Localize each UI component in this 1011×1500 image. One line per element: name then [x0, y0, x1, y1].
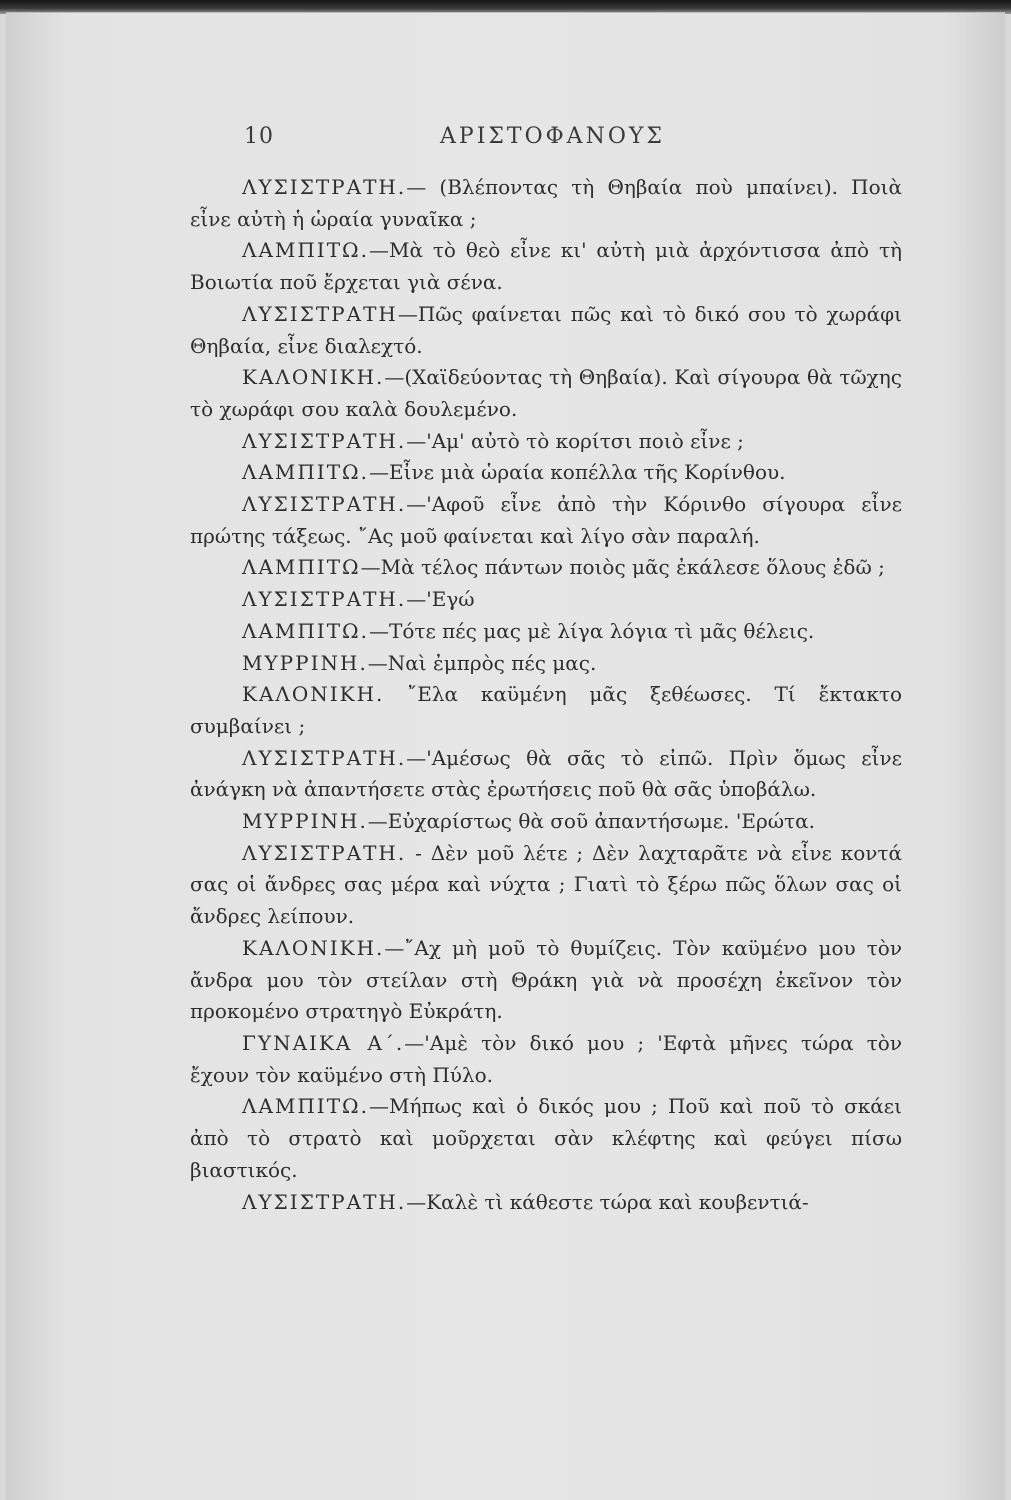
dialogue-paragraph — [190, 584, 902, 616]
dialogue-paragraph — [190, 362, 902, 425]
speaker-name: ΛΑΜΠΙΤΩ — [242, 555, 361, 580]
dialogue-paragraph — [190, 489, 902, 552]
speaker-name: ΛΥΣΙΣΤΡΑΤΗ. — [242, 745, 407, 770]
speech-text: —Ναὶ ἐμπρὸς πές μας. — [367, 650, 597, 675]
dialogue-paragraph — [190, 457, 902, 489]
dialogue-paragraph — [190, 1028, 902, 1091]
speech-text: —Πῶς φαίνεται πῶς καὶ τὸ δικό σου τὸ χωράφι Θηβαία, εἶνε διαλεχτό. — [190, 301, 902, 358]
speech-text: —Εἶνε μιὰ ὡραία κοπέλλα τῆς Κορίνθου. — [369, 460, 786, 485]
speech-text: - Δὲν μοῦ λέτε ; Δὲν λαχταρᾶτε νὰ εἶνε κοντά σας οἱ ἄνδρες σας μέρα καὶ νύχτα ; Γιατὶ τὸ ξέρω πῶς ὅλων σας οἱ ἄνδρες λείπουν. — [190, 840, 902, 929]
speech-text: — (Βλέποντας τὴ Θηβαία ποὺ μπαίνει). Ποιὰ εἶνε αὐτὴ ἡ ὡραία γυναῖκα ; — [190, 175, 902, 231]
speaker-name: ΚΑΛΟΝΙΚΗ. — [242, 935, 385, 960]
speaker-name: ΛΥΣΙΣΤΡΑΤΗ. — [242, 1189, 407, 1214]
speech-text: —Μήπως καὶ ὁ δικός μου ; Ποῦ καὶ ποῦ τὸ σκάει ἀπὸ τὸ στρατὸ καὶ μοῦρχεται σὰν κλέφτης καὶ φεύγει πίσω βιαστικός. — [190, 1094, 902, 1182]
speaker-name: ΓΥΝΑΙΚΑ Α΄. — [242, 1030, 405, 1055]
dialogue-paragraph — [190, 299, 902, 362]
speech-text: —Μὰ τέλος πάντων ποιὸς μᾶς ἐκάλεσε ὅλους ἐδῶ ; — [360, 555, 885, 580]
speaker-name: ΛΥΣΙΣΤΡΑΤΗ. — [242, 175, 407, 199]
dialogue-paragraph — [190, 679, 902, 742]
running-title: ΑΡΙΣΤΟΦΑΝΟΥΣ — [440, 124, 665, 149]
dialogue-paragraph — [190, 838, 902, 933]
speaker-name: ΛΑΜΠΙΤΩ. — [242, 460, 369, 485]
dialogue-paragraph — [190, 743, 902, 806]
speaker-name: ΛΥΣΙΣΤΡΑΤΗ. — [242, 840, 407, 865]
speech-text: —'Αμὲ τὸν δικό μου ; 'Εφτὰ μῆνες τώρα τὸν ἔχουν τὸν καϋμένο στὴ Πύλο. — [190, 1030, 902, 1087]
speech-text: —῎Αχ μὴ μοῦ τὸ θυμίζεις. Τὸν καϋμένο μου τὸν ἄνδρα μου τὸν στείλαν στὴ Θράκη γιὰ νὰ προσέχη ἐκεῖνον τὸν προκομένο στρατηγὸ Εὐκράτη. — [190, 935, 902, 1024]
speaker-name: ΛΥΣΙΣΤΡΑΤΗ — [242, 301, 398, 326]
speaker-name: ΛΥΣΙΣΤΡΑΤΗ. — [242, 587, 407, 612]
dialogue-paragraph — [190, 552, 902, 584]
speaker-name: ΛΥΣΙΣΤΡΑΤΗ. — [242, 492, 407, 517]
dialogue-text — [190, 172, 902, 1218]
speaker-name: ΚΑΛΟΝΙΚΗ. — [242, 365, 385, 390]
speech-text: —Τότε πές μας μὲ λίγα λόγια τὶ μᾶς θέλεις. — [369, 618, 815, 643]
dialogue-paragraph — [190, 648, 902, 680]
speech-text: —Καλὲ τὶ κάθεστε τώρα καὶ κουβεντιά- — [406, 1189, 809, 1214]
dialogue-paragraph — [190, 426, 902, 458]
speaker-name: ΚΑΛΟΝΙΚΗ. — [242, 682, 385, 707]
speech-text: —'Αμέσως θὰ σᾶς τὸ εἰπῶ. Πρὶν ὅμως εἶνε ἀνάγκη νὰ ἀπαντήσετε στὰς ἐρωτήσεις ποῦ θὰ σᾶς ὑποβάλω. — [190, 745, 902, 802]
page-header — [244, 120, 674, 160]
speaker-name: ΛΑΜΠΙΤΩ. — [242, 618, 369, 643]
dialogue-paragraph — [190, 806, 902, 838]
speech-text: —Εὐχαρίστως θὰ σοῦ ἀπαντήσωμε. 'Ερώτα. — [367, 809, 815, 834]
dialogue-paragraph — [190, 1091, 902, 1186]
dialogue-paragraph — [190, 1187, 902, 1219]
speech-text: —(Χαϊδεύοντας τὴ Θηβαία). Καὶ σίγουρα θὰ τῶχης τὸ χωράφι σου καλὰ δουλεμένο. — [190, 365, 902, 421]
dialogue-paragraph — [190, 933, 902, 1028]
page-number: 10 — [244, 124, 274, 149]
speech-text: —Μὰ τὸ θεὸ εἶνε κι' αὐτὴ μιὰ ἀρχόντισσα ἀπὸ τὴ Βοιωτία ποῦ ἔρχεται γιὰ σένα. — [190, 238, 902, 295]
speech-text: —'Αμ' αὐτὸ τὸ κορίτσι ποιὸ εἶνε ; — [406, 428, 744, 453]
speaker-name: ΜΥΡΡΙΝΗ. — [242, 650, 368, 675]
dialogue-paragraph — [190, 235, 902, 298]
speaker-name: ΛΥΣΙΣΤΡΑΤΗ. — [242, 428, 407, 453]
speech-text: —'Αφοῦ εἶνε ἀπὸ τὴν Κόρινθο σίγουρα εἶνε πρώτης τάξεως. ῎Ας μοῦ φαίνεται καὶ λίγο σὰν παραλή. — [190, 492, 902, 548]
dialogue-paragraph — [190, 172, 902, 235]
speech-text: —'Εγώ — [406, 587, 475, 612]
speaker-name: ΛΑΜΠΙΤΩ. — [242, 1094, 369, 1119]
speech-text: ῎Ελα καϋμένη μᾶς ξεθέωσες. Τί ἔκτακτο συμβαίνει ; — [190, 682, 903, 738]
speaker-name: ΛΑΜΠΙΤΩ. — [242, 238, 369, 263]
dialogue-paragraph — [190, 616, 902, 648]
speaker-name: ΜΥΡΡΙΝΗ. — [242, 809, 368, 834]
